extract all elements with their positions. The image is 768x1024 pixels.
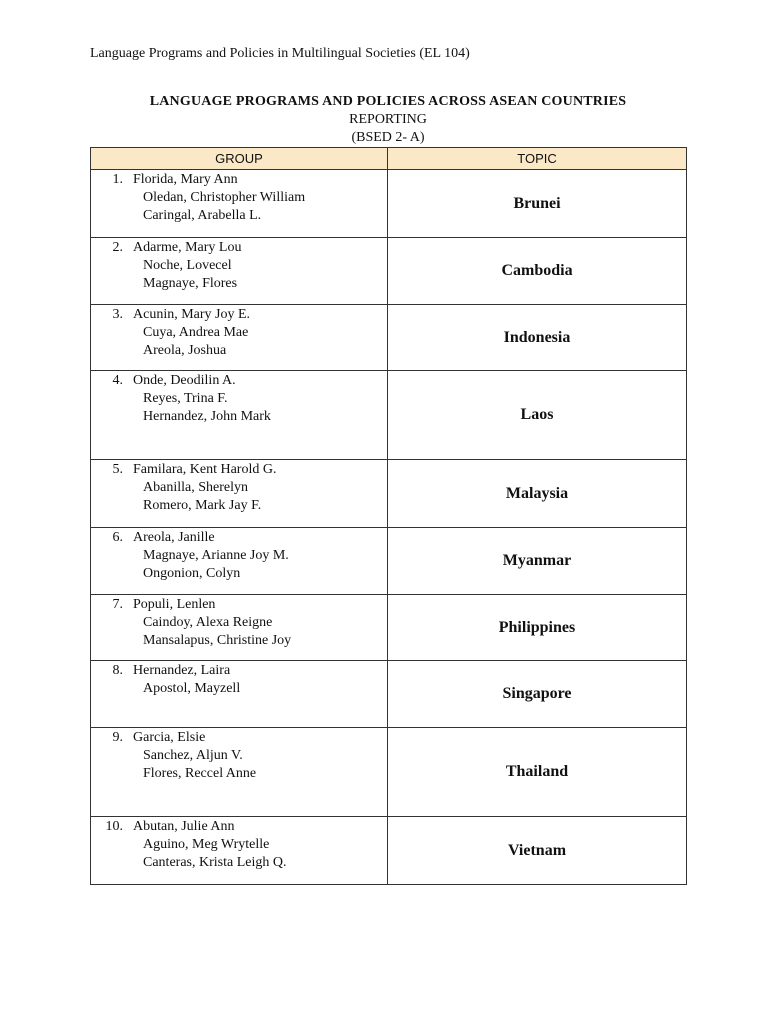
table-row: [91, 238, 687, 305]
topic-cell: [388, 595, 687, 661]
group-number: 5.: [112, 462, 123, 477]
group-cell: [91, 728, 388, 817]
topic-cell: [388, 728, 687, 817]
group-number: 2.: [112, 240, 123, 255]
member-name: Romero, Mark Jay F.: [143, 498, 262, 513]
course-header: Language Programs and Policies in Multilingual Societies (EL 104): [90, 46, 470, 61]
topic-cell: [388, 305, 687, 371]
member-name: Apostol, Mayzell: [143, 681, 241, 696]
topic-label: Philippines: [498, 618, 576, 636]
topic-label: Indonesia: [503, 328, 571, 346]
member-name: Noche, Lovecel: [143, 258, 232, 273]
topic-column-header: TOPIC: [388, 148, 687, 170]
member-name: Adarme, Mary Lou: [133, 240, 242, 255]
member-name: Populi, Lenlen: [133, 597, 216, 612]
group-number: 9.: [112, 730, 123, 745]
group-number: 6.: [112, 530, 123, 545]
member-name: Mansalapus, Christine Joy: [143, 633, 292, 648]
document-title: LANGUAGE PROGRAMS AND POLICIES ACROSS ASEAN COUNTRIES: [149, 94, 627, 109]
table-row: [91, 170, 687, 238]
table-header-row: [91, 148, 687, 170]
topic-label: Brunei: [513, 194, 561, 212]
group-cell: [91, 595, 388, 661]
member-name: Caringal, Arabella L.: [143, 208, 262, 223]
member-name: Cuya, Andrea Mae: [143, 325, 249, 340]
topic-label: Singapore: [502, 685, 572, 702]
topic-cell: [388, 371, 687, 460]
topic-label: Thailand: [505, 763, 569, 780]
member-name: Abanilla, Sherelyn: [143, 480, 248, 495]
group-number: 10.: [105, 819, 123, 834]
member-name: Areola, Joshua: [143, 343, 227, 358]
member-name: Aguino, Meg Wrytelle: [143, 837, 270, 852]
document-subtitle: REPORTING: [349, 112, 427, 127]
group-cell: [91, 817, 388, 885]
member-name: Magnaye, Arianne Joy M.: [143, 548, 289, 563]
group-cell: [91, 305, 388, 371]
topic-label: Myanmar: [502, 552, 572, 569]
table-row: [91, 661, 687, 728]
member-name: Acunin, Mary Joy E.: [133, 307, 251, 322]
group-cell: [91, 371, 388, 460]
member-name: Flores, Reccel Anne: [143, 766, 257, 781]
group-cell: [91, 170, 388, 238]
member-name: Garcia, Elsie: [133, 730, 206, 745]
group-cell: [91, 661, 388, 728]
topic-cell: [388, 238, 687, 305]
group-cell: [91, 238, 388, 305]
topic-cell: [388, 170, 687, 238]
topic-cell: [388, 528, 687, 595]
member-name: Magnaye, Flores: [143, 276, 238, 291]
topic-cell: [388, 661, 687, 728]
section-label: (BSED 2- A): [351, 130, 425, 145]
group-number: 1.: [112, 172, 123, 187]
member-name: Oledan, Christopher William: [143, 190, 306, 205]
group-number: 4.: [112, 373, 123, 388]
member-name: Caindoy, Alexa Reigne: [143, 615, 273, 630]
topic-cell: [388, 460, 687, 528]
member-name: Ongonion, Colyn: [143, 566, 241, 581]
table-row: [91, 371, 687, 460]
group-number: 3.: [112, 307, 123, 322]
group-number: 7.: [112, 597, 123, 612]
table-row: [91, 460, 687, 528]
group-number: 8.: [112, 663, 123, 678]
table-row: [91, 595, 687, 661]
member-name: Reyes, Trina F.: [143, 391, 228, 406]
group-column-header: GROUP: [91, 148, 388, 170]
table-row: [91, 817, 687, 885]
member-name: Hernandez, John Mark: [143, 409, 271, 424]
table-row: [91, 305, 687, 371]
reporting-table: [90, 147, 687, 885]
topic-label: Malaysia: [505, 484, 569, 502]
topic-label: Vietnam: [507, 841, 567, 859]
member-name: Sanchez, Aljun V.: [143, 748, 243, 763]
group-cell: [91, 460, 388, 528]
topic-label: Cambodia: [501, 262, 573, 279]
member-name: Florida, Mary Ann: [133, 172, 238, 187]
member-name: Canteras, Krista Leigh Q.: [143, 855, 287, 870]
group-cell: [91, 528, 388, 595]
table-row: [91, 528, 687, 595]
topic-label: Laos: [520, 406, 554, 423]
table-row: [91, 728, 687, 817]
member-name: Hernandez, Laira: [133, 663, 231, 678]
member-name: Onde, Deodilin A.: [133, 373, 236, 388]
member-name: Familara, Kent Harold G.: [133, 462, 277, 477]
table-body: [91, 170, 687, 885]
topic-cell: [388, 817, 687, 885]
member-name: Abutan, Julie Ann: [133, 819, 235, 834]
member-name: Areola, Janille: [133, 530, 215, 545]
